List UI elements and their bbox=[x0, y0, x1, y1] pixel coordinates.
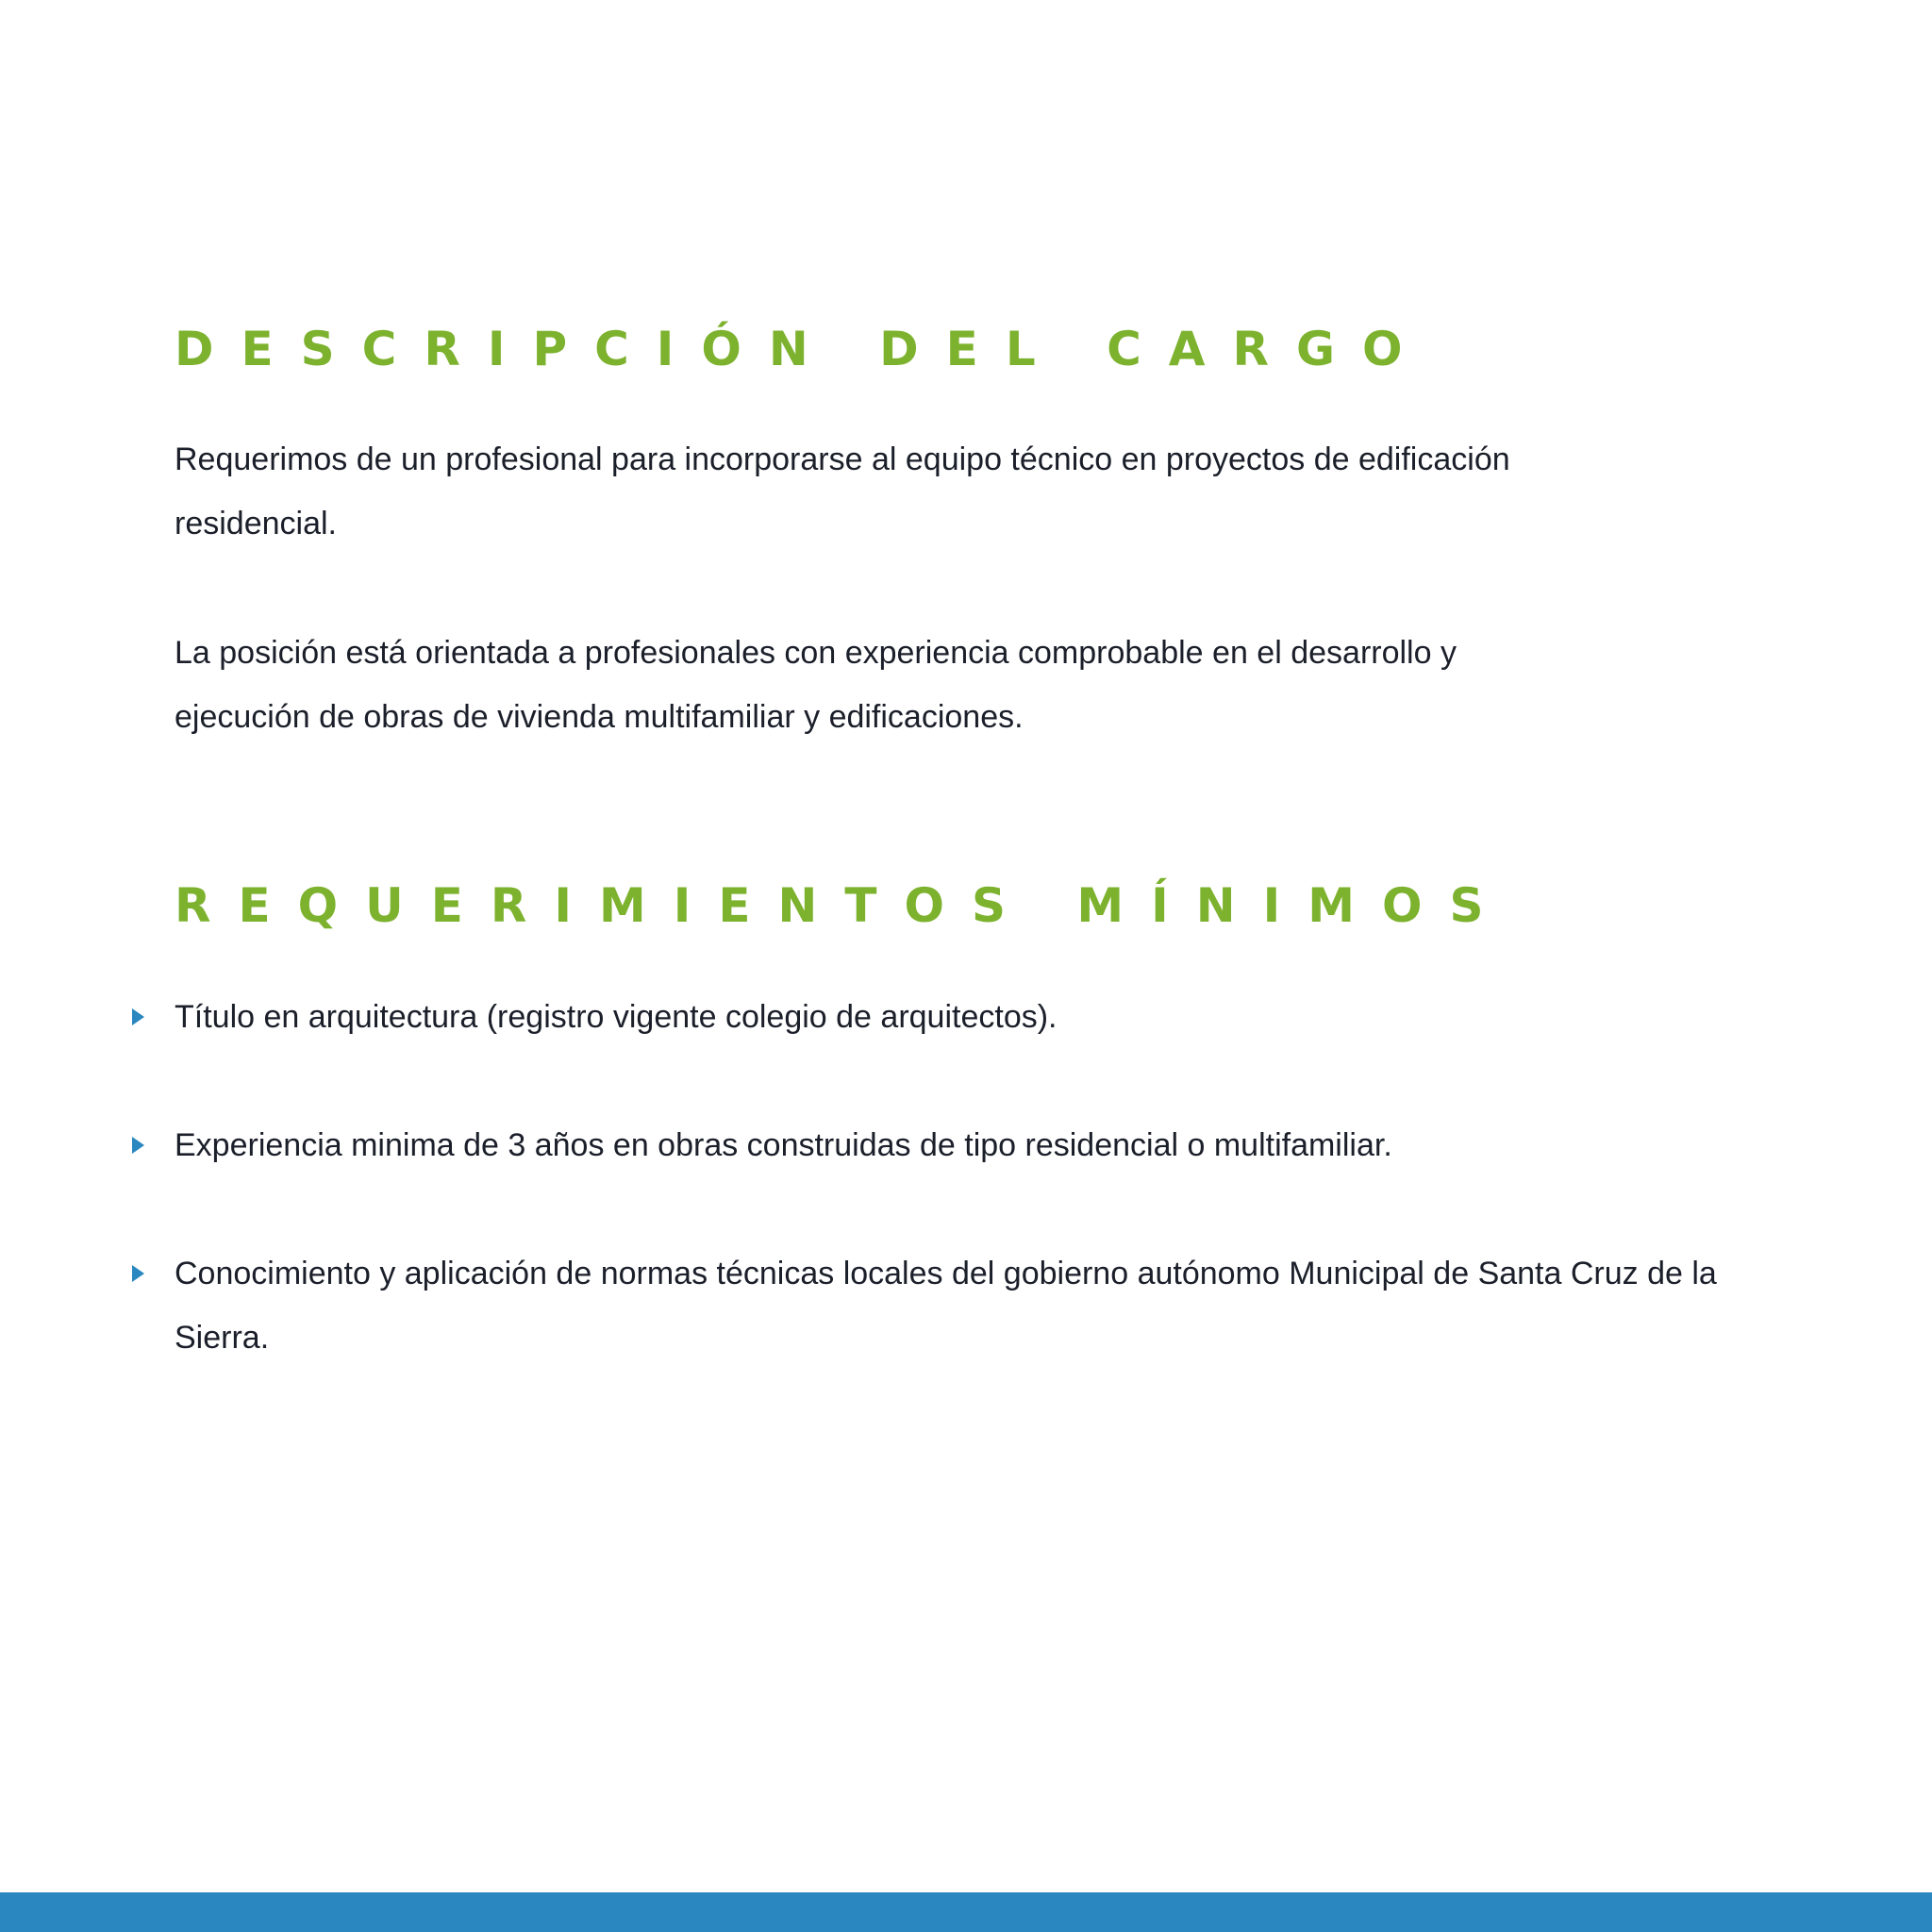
requirement-list-item bbox=[132, 985, 1811, 1049]
triangle-right-icon bbox=[132, 1265, 144, 1282]
requirement-text: Conocimiento y aplicación de normas técnicas locales del gobierno autónomo Municipal de Santa Cruz de la Sierra. bbox=[175, 1256, 1717, 1356]
section-title-descripcion: DESCRIPCIÓN DEL CARGO bbox=[175, 322, 1430, 376]
triangle-right-icon bbox=[132, 1008, 144, 1025]
requirement-list-item bbox=[132, 1113, 1811, 1177]
requirement-text: Título en arquitectura (registro vigente colegio de arquitectos). bbox=[175, 999, 1058, 1035]
requirement-list-item bbox=[132, 1241, 1811, 1370]
footer-bar bbox=[0, 1892, 1932, 1932]
requirement-text: Experiencia minima de 3 años en obras construidas de tipo residencial o multifamiliar. bbox=[175, 1127, 1392, 1163]
description-paragraph: La posición está orientada a profesionales con experiencia comprobable en el desarrollo y ejecución de obras de vivienda multifamiliar y edificaciones. bbox=[175, 635, 1457, 735]
triangle-right-icon bbox=[132, 1137, 144, 1154]
description-paragraph: Requerimos de un profesional para incorporarse al equipo técnico en proyectos de edificación residencial. bbox=[175, 441, 1510, 541]
section-title-requerimientos: REQUERIMIENTOS MÍNIMOS bbox=[175, 878, 1511, 933]
